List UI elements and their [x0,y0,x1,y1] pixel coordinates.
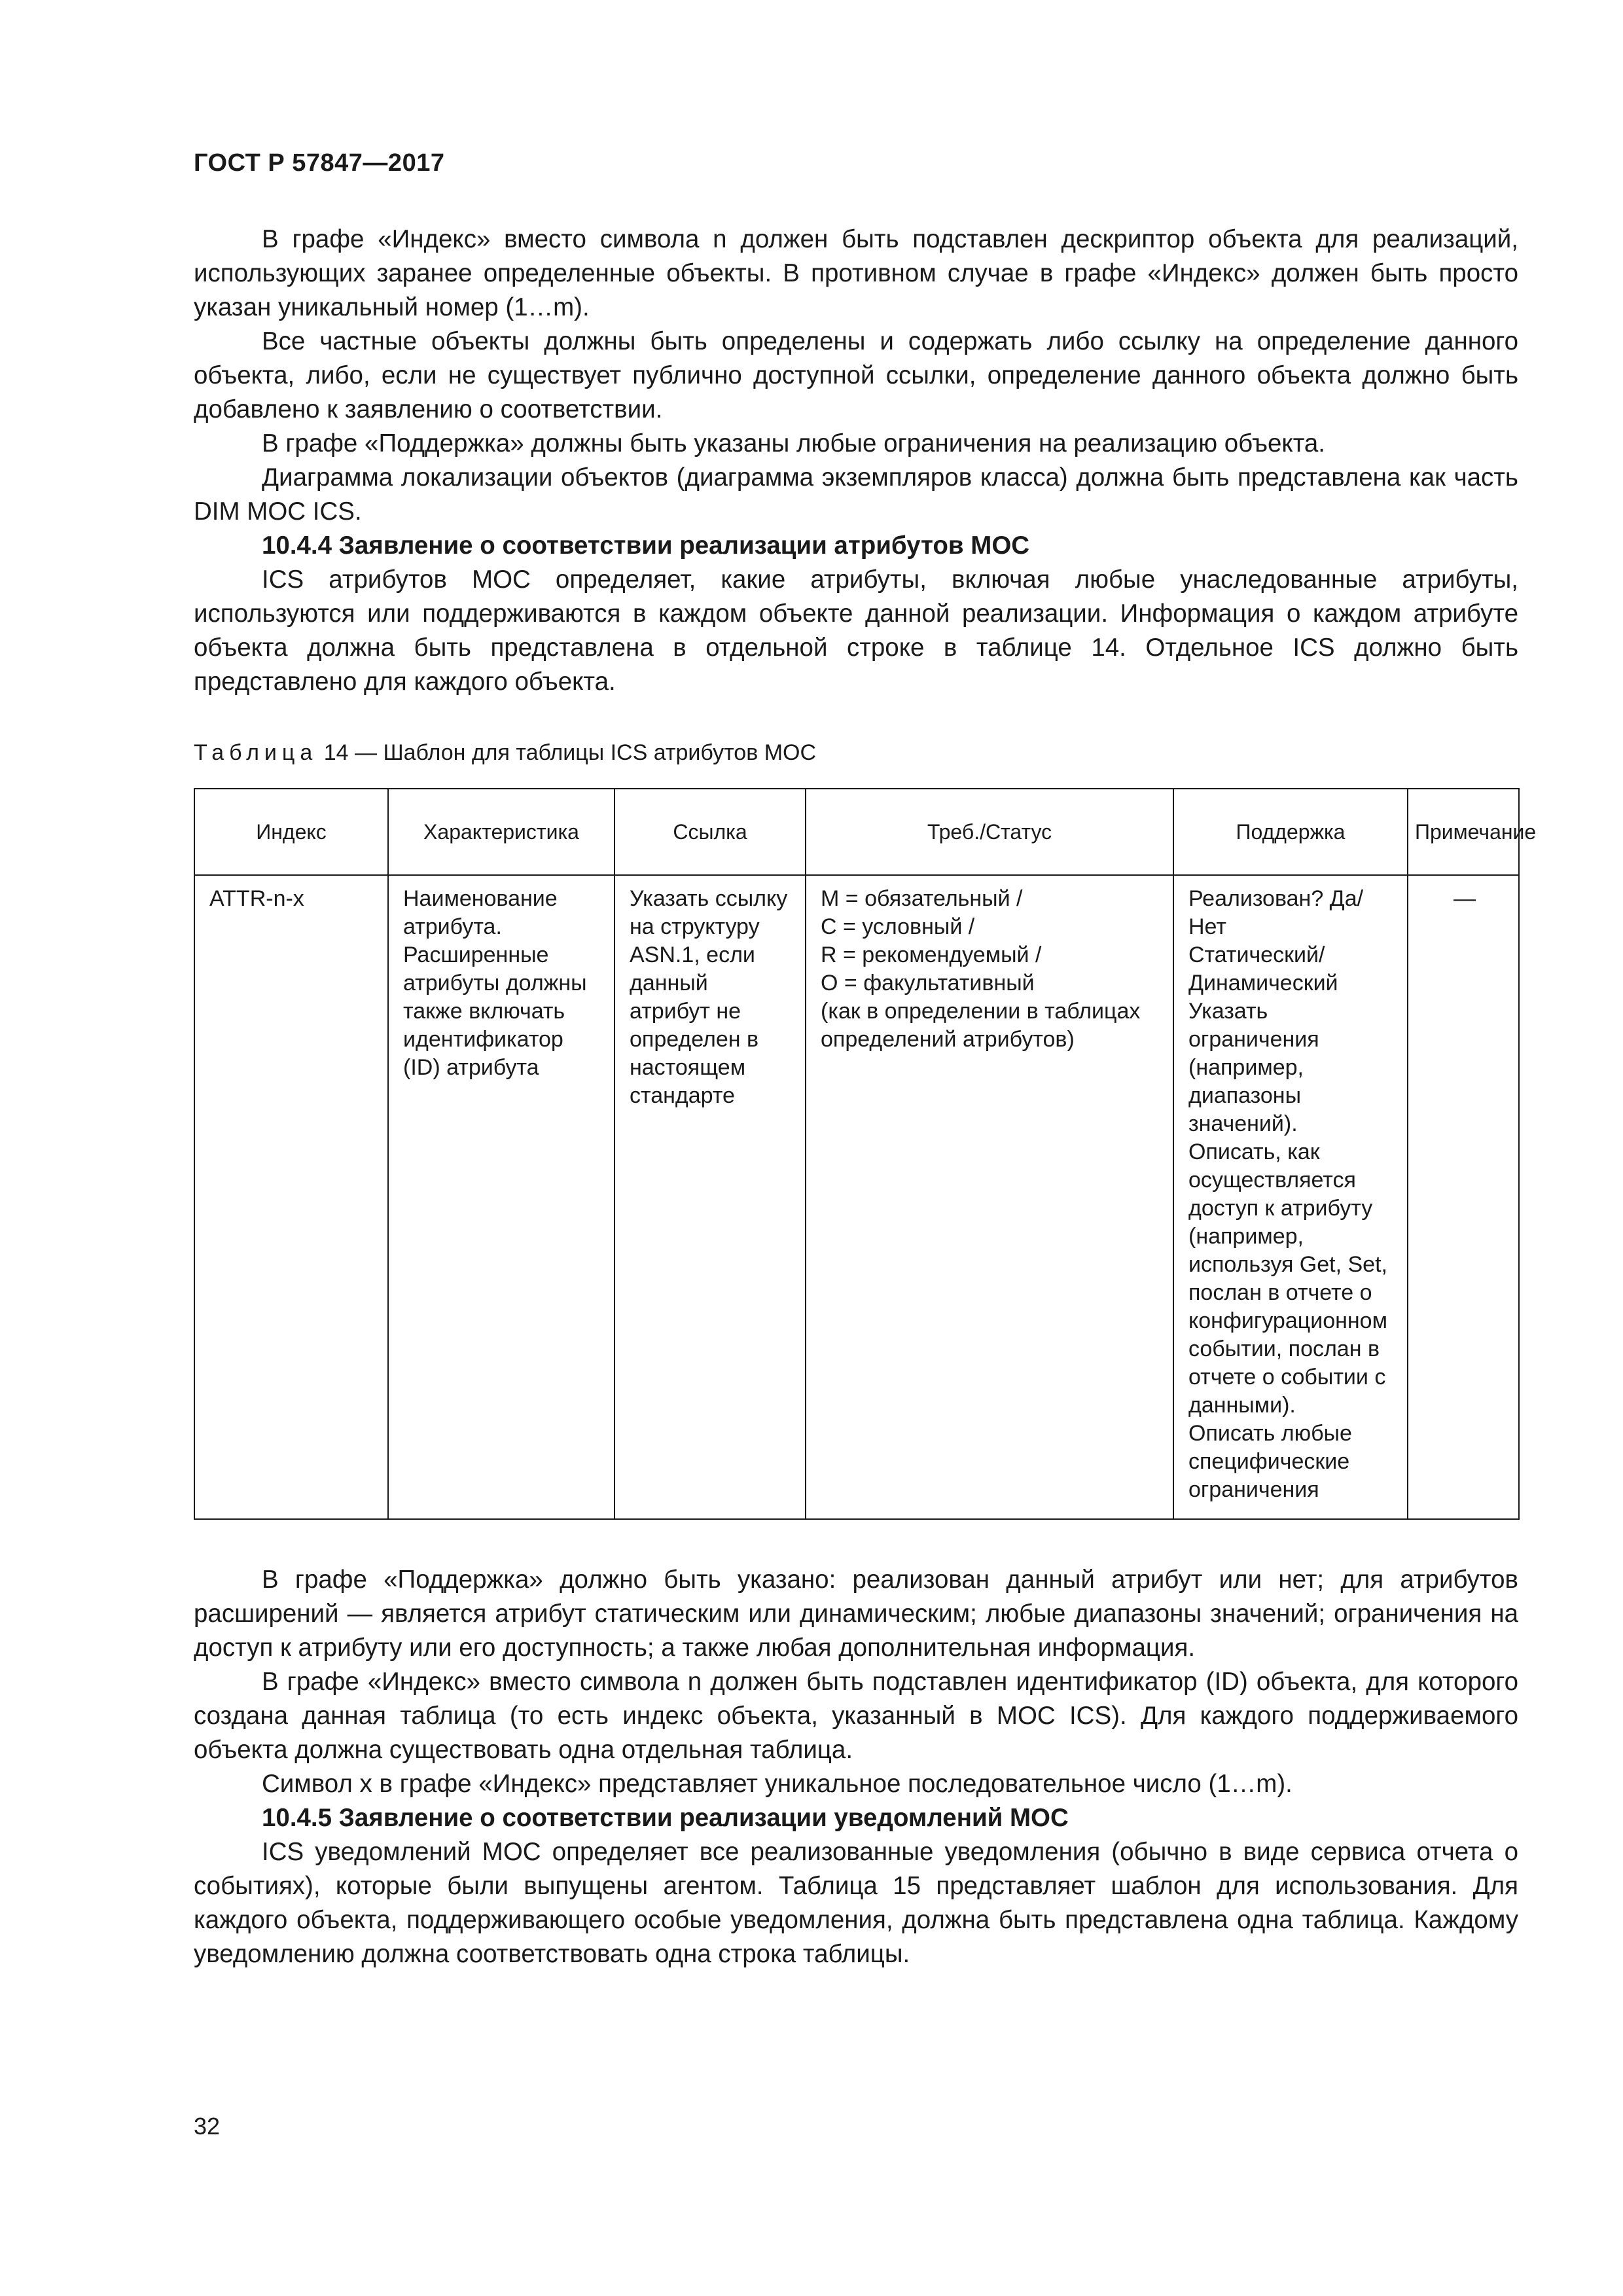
page-number: 32 [194,2113,221,2140]
table-row [194,875,1519,1519]
table-caption-label: Таблица [194,740,318,765]
cell-characteristic: Наименование атрибута. Расширенные атрибуты должны также включать идентификатор (ID) атрибута [388,875,615,1519]
cell-status: M = обязательный / C = условный / R = рекомендуемый / O = факультативный (как в определении в таблицах определений атрибутов) [806,875,1173,1519]
paragraph: Диаграмма локализации объектов (диаграмма экземпляров класса) должна быть представлена как часть DIM МОС ICS. [194,463,1518,526]
header-cell-index: Индекс [194,789,388,875]
cell-index: ATTR-n-x [194,875,388,1519]
header-cell-support: Поддержка [1173,789,1408,875]
paragraph: В графе «Поддержка» должны быть указаны любые ограничения на реализацию объекта. [262,429,1326,457]
paragraph: ICS уведомлений МОС определяет все реализованные уведомления (обычно в виде сервиса отчета о событиях), которые были выпущены агентом. Таблица 15 представляет шаблон для использования. Для каждого объекта, поддерживающего особые уведомления, должна быть представлена одна таблица. Каждому уведомлению должна соответствовать одна строка таблицы. [194,1838,1518,1968]
header-cell-note: Примечание [1408,789,1519,875]
ics-attributes-template-table [194,788,1537,1520]
paragraph: ICS атрибутов МОС определяет, какие атрибуты, включая любые унаследованные атрибуты, используются или поддерживаются в каждом объекте данной реализации. Информация о каждом атрибуте объекта должна быть представлена в отдельной строке в таблице 14. Отдельное ICS должно быть представлено для каждого объекта. [194,565,1518,696]
paragraph: Символ x в графе «Индекс» представляет уникальное последовательное число (1…m). [262,1770,1293,1798]
cell-support: Реализован? Да/Нет Статический/Динамический Указать ограничения (например, диапазоны значений). Описать, как осуществляется доступ к атрибуту (например, используя Get, Set, послан в отчете о конфигурационном событии, послан в отчете о событии с данными). Описать любые специфические ограничения [1173,875,1408,1519]
paragraph: В графе «Индекс» вместо символа n должен быть подставлен дескриптор объекта для реализаций, использующих заранее определенные объекты. В противном случае в графе «Индекс» должен быть просто указан уникальный номер (1…m). [194,225,1518,321]
cell-note: — [1408,875,1519,1519]
cell-reference: Указать ссылку на структуру ASN.1, если данный атрибут не определен в настоящем стандарте [615,875,806,1519]
paragraph: В графе «Поддержка» должно быть указано: реализован данный атрибут или нет; для атрибутов расширений — является атрибут статическим или динамическим; любые диапазоны значений; ограничения на доступ к атрибуту или его доступность; а также любая дополнительная информация. [194,1566,1518,1662]
section-heading-10-4-5: 10.4.5 Заявление о соответствии реализации уведомлений МОС [262,1804,1069,1832]
section-heading-10-4-4: 10.4.4 Заявление о соответствии реализации атрибутов МОС [262,531,1030,560]
paragraph: Все частные объекты должны быть определены и содержать либо ссылку на определение данного объекта, либо, если не существует публично доступной ссылки, определение данного объекта должно быть добавлено к заявлению о соответствии. [194,327,1518,423]
header-cell-reference: Ссылка [615,789,806,875]
paragraph: В графе «Индекс» вместо символа n должен быть подставлен идентификатор (ID) объекта, для которого создана данная таблица (то есть индекс объекта, указанный в МОС ICS). Для каждого поддерживаемого объекта должна существовать одна отдельная таблица. [194,1668,1518,1764]
table-caption [194,738,816,767]
header-cell-status: Треб./Статус [806,789,1173,875]
document-code-header: ГОСТ Р 57847—2017 [194,149,445,177]
table-header-row [194,789,1519,875]
header-cell-characteristic: Характеристика [388,789,615,875]
after-table-text-block [194,1563,1518,1971]
intro-text-block [194,223,1518,699]
table-caption-text: 14 — Шаблон для таблицы ICS атрибутов МОС [323,740,817,765]
